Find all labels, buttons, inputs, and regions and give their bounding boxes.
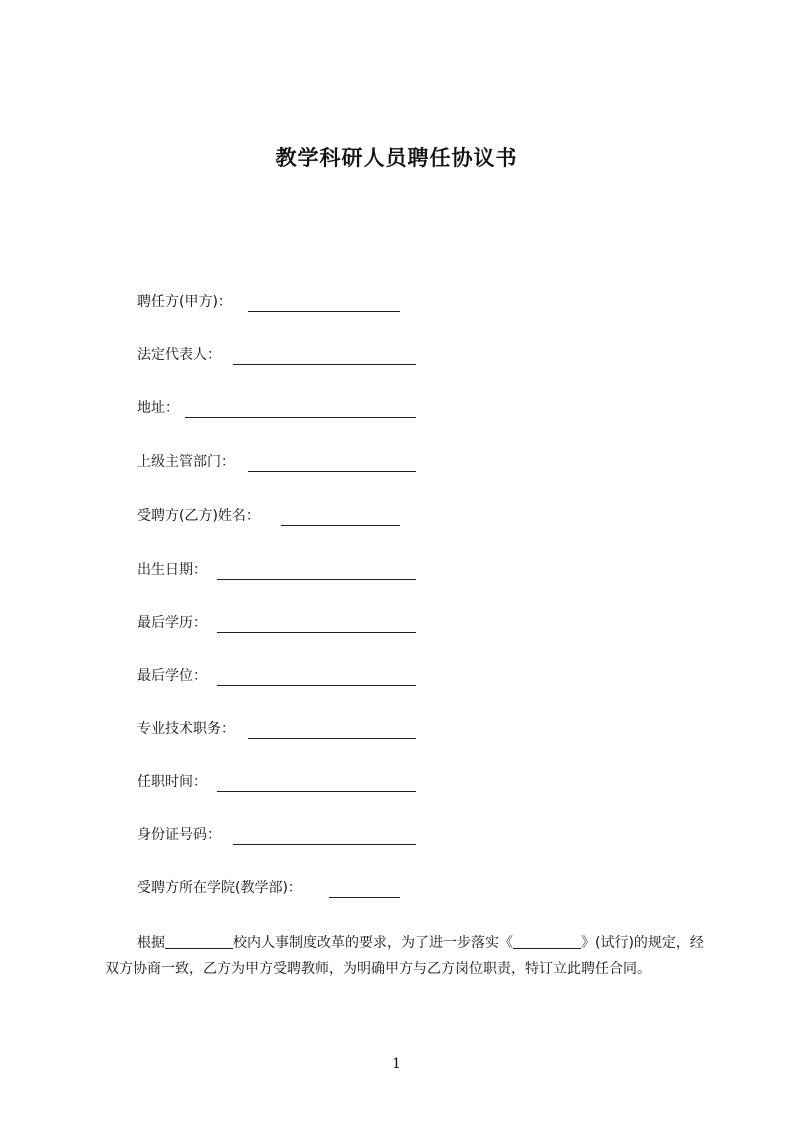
field-address — [137, 398, 179, 418]
field-blank-line[interactable] — [329, 878, 400, 898]
paragraph-text: 根据 — [137, 935, 165, 951]
field-highest-degree — [137, 666, 207, 686]
field-blank-line[interactable] — [217, 772, 416, 792]
field-blank-line[interactable] — [248, 292, 400, 312]
field-label: 最后学位： — [137, 668, 207, 684]
field-label: 最后学历： — [137, 615, 207, 631]
field-label: 任职时间： — [137, 774, 207, 790]
paragraph-blank-school[interactable] — [165, 932, 233, 949]
field-appointment-time — [137, 772, 207, 792]
field-label: 专业技术职务： — [137, 721, 235, 737]
field-label: 法定代表人： — [137, 347, 221, 363]
field-label: 出生日期： — [137, 562, 207, 578]
field-label: 身份证号码： — [137, 827, 221, 843]
field-blank-line[interactable] — [233, 825, 416, 845]
field-blank-line[interactable] — [248, 719, 416, 739]
contract-intro-paragraph — [105, 930, 705, 982]
paragraph-text: 校内人事制度改革的要求，为了进一步落实《 — [233, 935, 513, 951]
field-blank-line[interactable] — [217, 613, 416, 633]
field-supervising-department — [137, 452, 235, 472]
field-label: 受聘方(乙方)姓名： — [137, 508, 260, 524]
field-employee-name — [137, 506, 260, 526]
field-label: 聘任方(甲方)： — [137, 294, 232, 310]
field-highest-education — [137, 613, 207, 633]
field-professional-title — [137, 719, 235, 739]
field-blank-line[interactable] — [217, 560, 416, 580]
field-birth-date — [137, 560, 207, 580]
field-blank-line[interactable] — [217, 666, 416, 686]
document-title: 教学科研人员聘任协议书 — [275, 146, 518, 170]
field-label: 受聘方所在学院(教学部)： — [137, 880, 302, 896]
field-id-number — [137, 825, 221, 845]
field-label: 地址： — [137, 400, 179, 416]
field-blank-line[interactable] — [185, 398, 416, 418]
page-number: 1 — [392, 1056, 401, 1072]
field-legal-representative — [137, 345, 221, 365]
field-blank-line[interactable] — [281, 506, 400, 526]
field-blank-line[interactable] — [248, 452, 416, 472]
field-employer — [137, 292, 232, 312]
paragraph-text: 》(试行)的规定，经双方协商一致，乙方为甲方受聘教师，为明确甲方与乙方岗位职责，特订立此聘任合同。 — [105, 935, 704, 977]
paragraph-blank-regulation[interactable] — [513, 932, 581, 949]
field-blank-line[interactable] — [233, 345, 416, 365]
field-college — [137, 878, 302, 898]
field-label: 上级主管部门： — [137, 454, 235, 470]
